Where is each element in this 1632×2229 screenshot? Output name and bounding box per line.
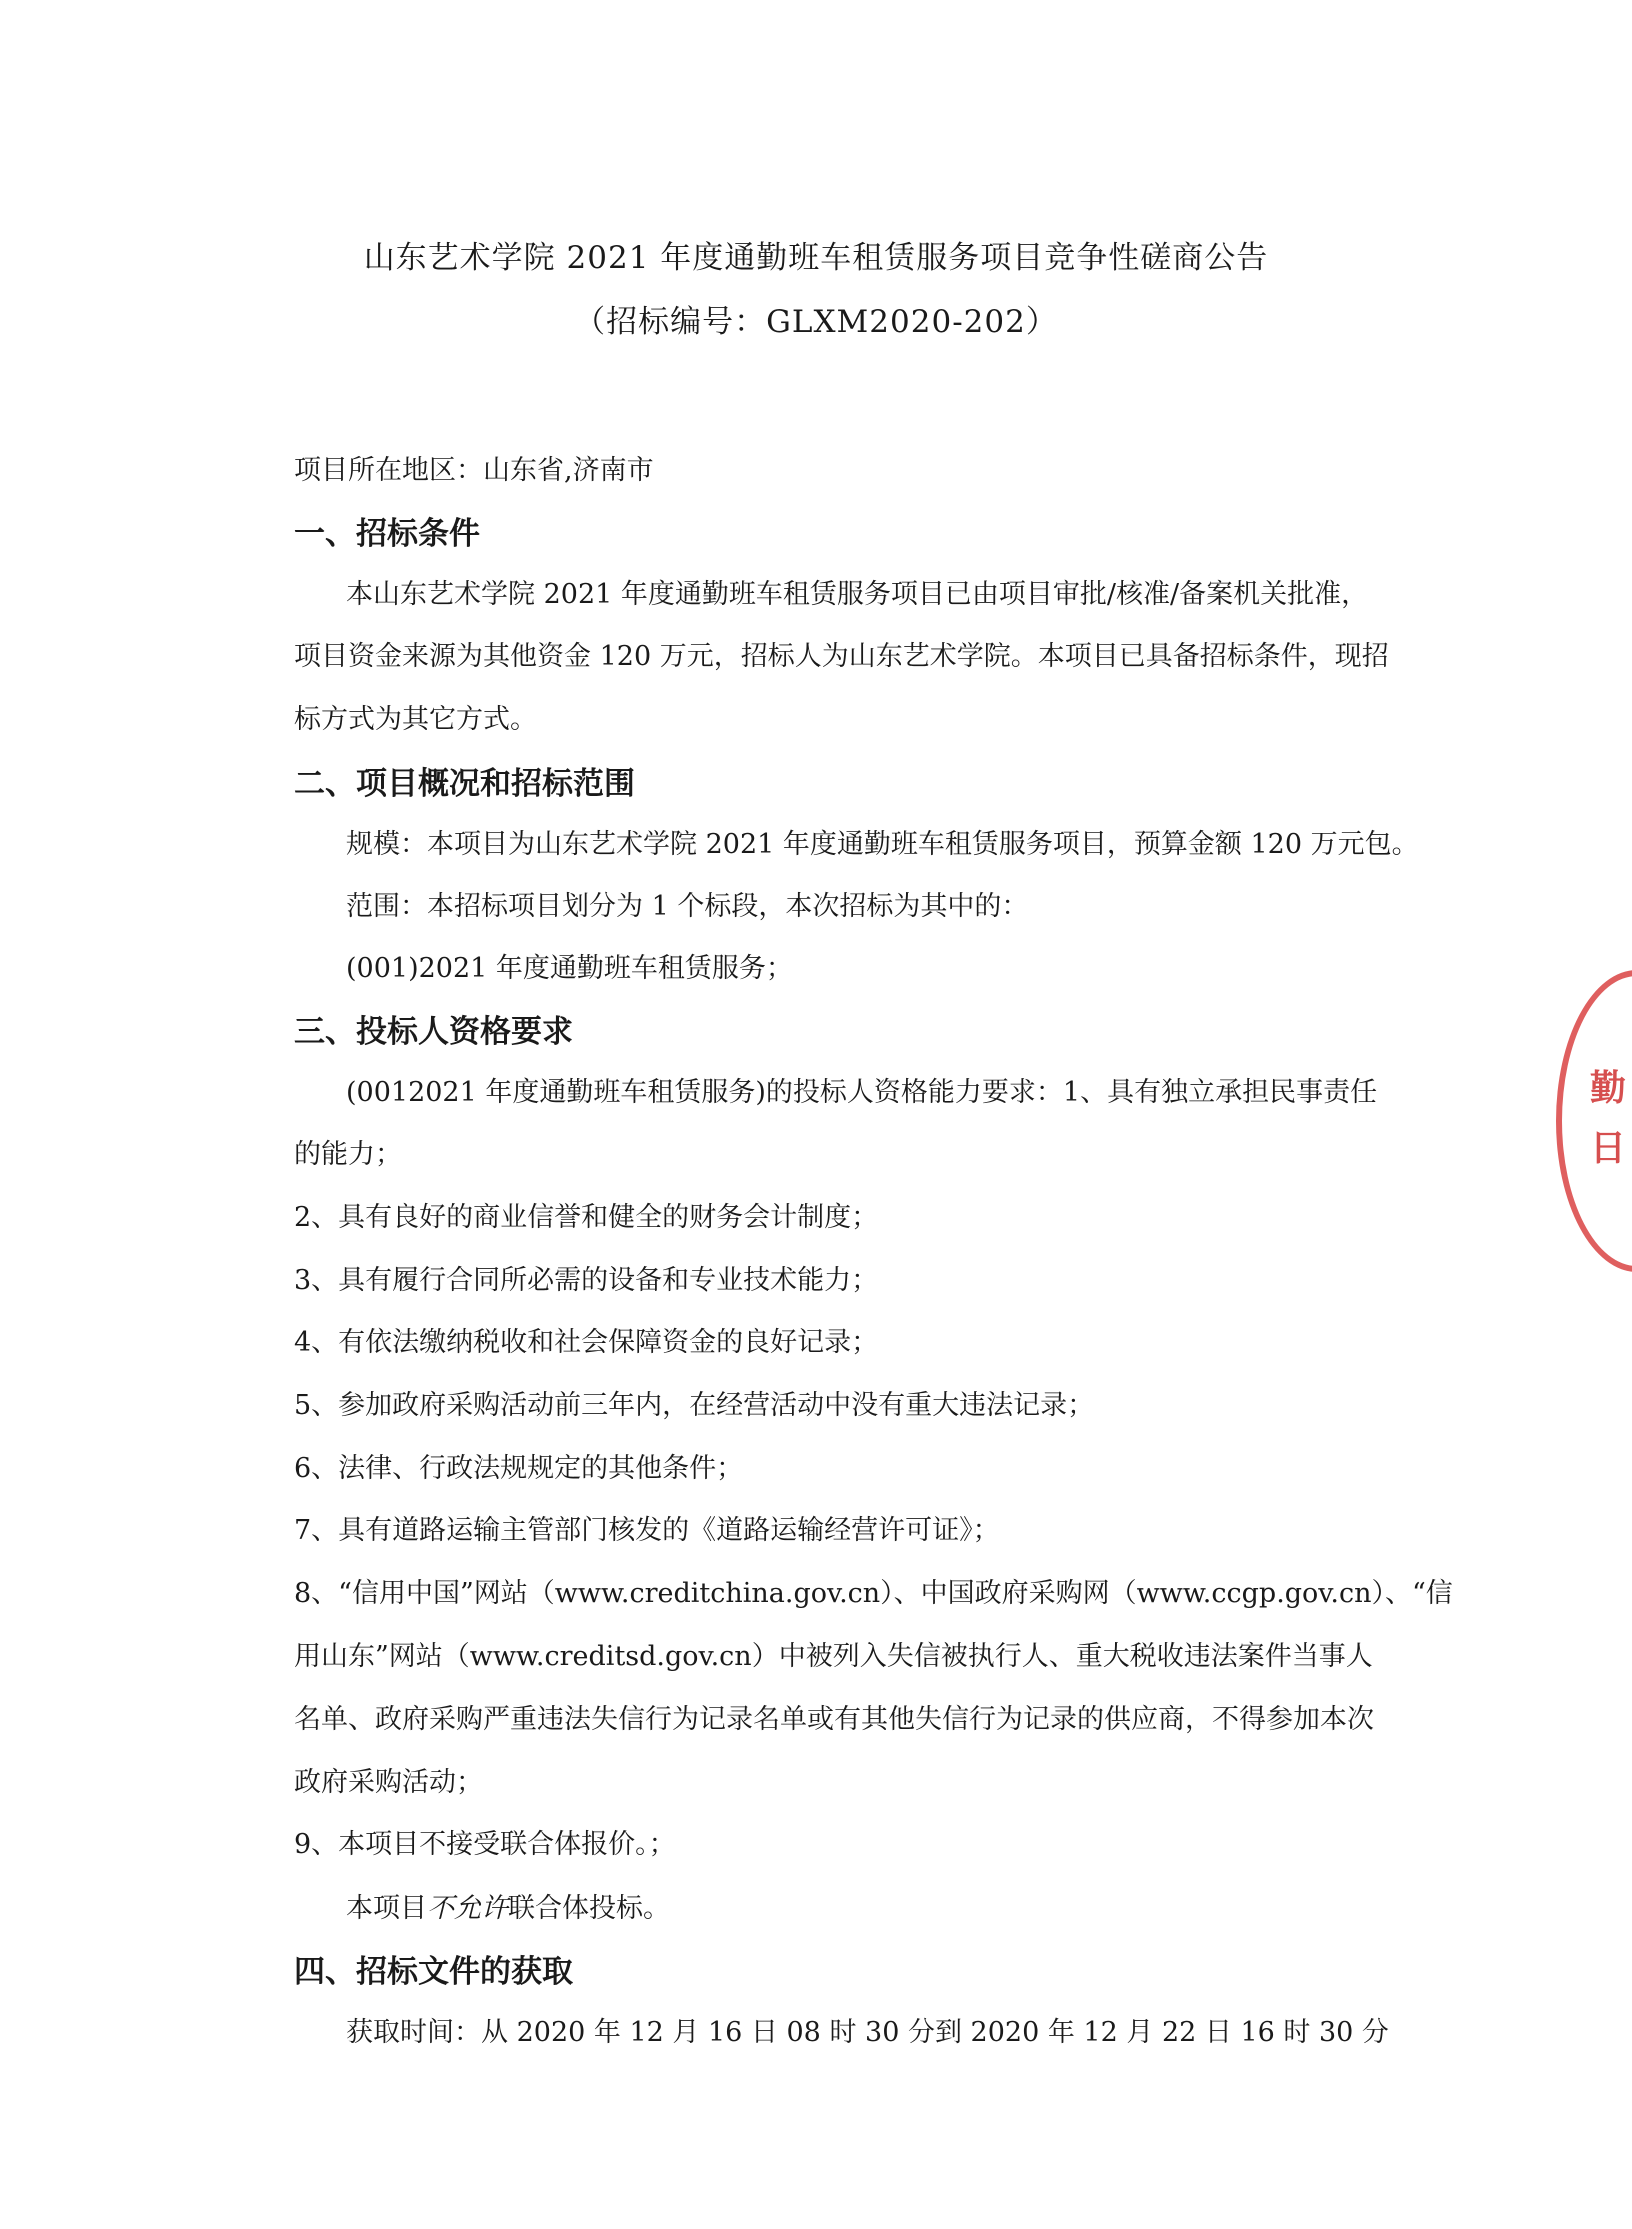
list-item: 2、具有良好的商业信誉和健全的财务会计制度； <box>294 1202 879 1233</box>
list-item: 7、具有道路运输主管部门核发的《道路运输经营许可证》； <box>294 1515 1000 1546</box>
project-region: 项目所在地区：山东省,济南市 <box>294 455 654 486</box>
section-heading: 四、招标文件的获取 <box>294 1954 573 1990</box>
paragraph-line: 范围：本招标项目划分为 1 个标段，本次招标为其中的： <box>346 891 1029 922</box>
consortium-note <box>346 1886 670 1925</box>
list-item: 8、“信用中国”网站（www.creditchina.gov.cn）、中国政府采购网（www.ccgp.gov.cn）、“信 <box>294 1578 1453 1609</box>
paragraph-line: 用山东”网站（www.creditsd.gov.cn）中被列入失信被执行人、重大税收违法案件当事人 <box>294 1641 1373 1672</box>
consortium-suffix: 联合体投标。 <box>508 1893 670 1924</box>
paragraph-line: 的能力； <box>294 1139 402 1170</box>
paragraph-line: 本山东艺术学院 2021 年度通勤班车租赁服务项目已由项目审批/核准/备案机关批准， <box>346 579 1369 610</box>
paragraph-line: 标方式为其它方式。 <box>294 704 537 735</box>
list-item: 9、本项目不接受联合体报价。； <box>294 1829 676 1860</box>
consortium-prefix: 本项目 <box>346 1893 427 1924</box>
paragraph-line: 规模：本项目为山东艺术学院 2021 年度通勤班车租赁服务项目，预算金额 120 万元包。 <box>346 829 1419 860</box>
list-item: 5、参加政府采购活动前三年内，在经营活动中没有重大违法记录； <box>294 1390 1095 1421</box>
paragraph-line: 名单、政府采购严重违法失信行为记录名单或有其他失信行为记录的供应商，不得参加本次 <box>294 1704 1374 1735</box>
paragraph-line: 政府采购活动； <box>294 1767 483 1798</box>
section-heading: 一、招标条件 <box>294 516 480 552</box>
list-item: 3、具有履行合同所必需的设备和专业技术能力； <box>294 1265 879 1296</box>
paragraph-line: (001)2021 年度通勤班车租赁服务； <box>346 953 793 984</box>
list-item: 4、有依法缴纳税收和社会保障资金的良好记录； <box>294 1327 879 1358</box>
paragraph-line: 获取时间：从 2020 年 12 月 16 日 08 时 30 分到 2020 年 12 月 22 日 16 时 30 分 <box>346 2017 1389 2048</box>
consortium-emphasis: 不允许 <box>427 1893 508 1924</box>
document-title: 山东艺术学院 2021 年度通勤班车租赁服务项目竞争性磋商公告 <box>363 240 1269 276</box>
paragraph-line: (0012021 年度通勤班车租赁服务)的投标人资格能力要求：1、具有独立承担民事责任 <box>346 1077 1378 1108</box>
tender-number: （招标编号：GLXM2020-202） <box>574 304 1058 340</box>
paragraph-line: 项目资金来源为其他资金 120 万元，招标人为山东艺术学院。本项目已具备招标条件，现招 <box>294 641 1389 672</box>
list-item: 6、法律、行政法规规定的其他条件； <box>294 1453 744 1484</box>
seal-char: 日 <box>1590 1128 1627 1169</box>
section-heading: 二、项目概况和招标范围 <box>294 766 635 802</box>
seal-char: 勤 <box>1590 1068 1627 1109</box>
section-heading: 三、投标人资格要求 <box>294 1014 573 1050</box>
